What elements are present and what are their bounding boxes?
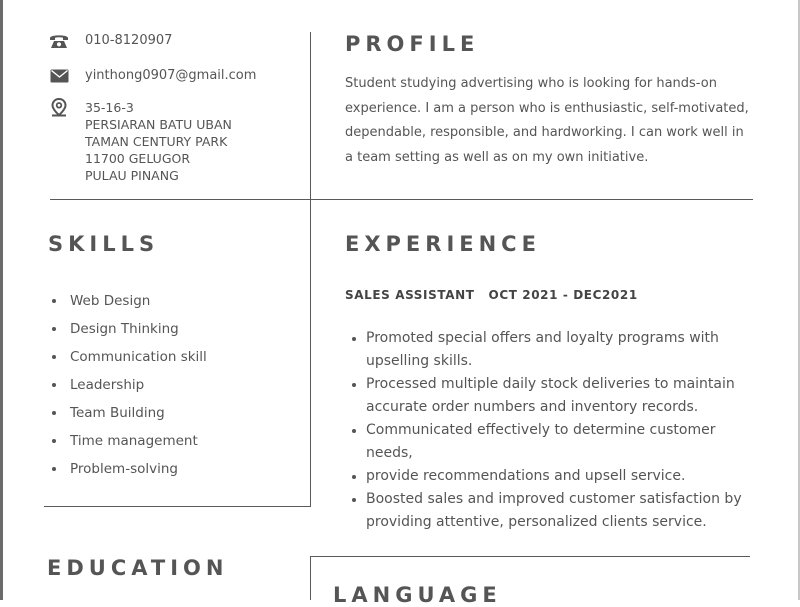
skill-item: [48, 290, 207, 318]
job-period: OCT 2021 - DEC2021: [488, 288, 638, 302]
location-pin-icon: [48, 99, 70, 117]
skill-item: [48, 374, 207, 402]
bullet-dot: [52, 299, 56, 303]
skill-item: [48, 402, 207, 430]
skill-item: [48, 318, 207, 346]
job-title: SALES ASSISTANT: [345, 288, 475, 302]
bullet-dot: [52, 327, 56, 331]
skill-item: [48, 346, 207, 374]
contact-email: [48, 67, 256, 85]
bullet-dot: [352, 498, 356, 502]
column-divider-upper: [310, 32, 311, 506]
duty-item: [352, 327, 762, 373]
column-divider-lower: [310, 556, 311, 600]
contact-phone: [48, 32, 172, 50]
skill-label: Problem-solving: [70, 461, 178, 477]
email-address: yinthong0907@gmail.com: [85, 68, 257, 83]
bullet-dot: [52, 383, 56, 387]
divider-below-contact: [50, 199, 753, 200]
duties-list: [352, 327, 762, 534]
duty-text: Promoted special offers and loyalty programs with upselling skills.: [366, 330, 719, 369]
page-edge-left: [0, 0, 3, 600]
job-header: [345, 288, 638, 302]
profile-summary: Student studying advertising who is looking for hands-on experience. I am a person who is enthusiastic, self-motivated, dependable, responsible, and hardworking. I can work well in a team setting as well as on my own initiative.: [345, 76, 749, 165]
bullet-dot: [52, 355, 56, 359]
duty-item: [352, 488, 762, 534]
address-line: 35-16-3: [85, 100, 134, 115]
duty-text: Boosted sales and improved customer satisfaction by providing attentive, personalized clients service.: [366, 491, 742, 530]
skill-item: [48, 458, 207, 486]
bullet-dot: [52, 411, 56, 415]
address-line: TAMAN CENTURY PARK: [85, 134, 228, 149]
bullet-dot: [52, 467, 56, 471]
divider-below-skills: [44, 506, 311, 507]
phone-number: 010-8120907: [85, 33, 173, 48]
education-heading: EDUCATION: [47, 556, 229, 580]
skill-label: Leadership: [70, 377, 145, 393]
divider-below-experience: [311, 556, 750, 557]
skill-label: Team Building: [70, 405, 165, 421]
duty-text: Processed multiple daily stock deliveries to maintain accurate order numbers and inventory records.: [366, 376, 735, 415]
skill-label: Web Design: [70, 293, 151, 309]
skill-label: Design Thinking: [70, 321, 179, 337]
duty-text: provide recommendations and upsell service.: [366, 468, 686, 484]
skill-item: [48, 430, 207, 458]
skills-list: [48, 290, 207, 486]
address-line: PERSIARAN BATU UBAN: [85, 117, 232, 132]
language-heading: LANGUAGE: [333, 583, 502, 607]
duty-text: Communicated effectively to determine customer needs,: [366, 422, 716, 461]
duty-item: [352, 465, 762, 488]
duty-item: [352, 373, 762, 419]
skill-label: Time management: [70, 433, 198, 449]
bullet-dot: [352, 337, 356, 341]
skill-label: Communication skill: [70, 349, 207, 365]
address-block: [85, 99, 232, 184]
duty-item: [352, 419, 762, 465]
phone-icon: [48, 32, 70, 50]
contact-address: [48, 99, 232, 184]
skills-heading: SKILLS: [48, 232, 160, 256]
address-line: PULAU PINANG: [85, 168, 179, 183]
bullet-dot: [352, 383, 356, 387]
address-line: 11700 GELUGOR: [85, 151, 191, 166]
profile-heading: PROFILE: [345, 32, 480, 56]
experience-heading: EXPERIENCE: [345, 232, 541, 256]
bullet-dot: [52, 439, 56, 443]
envelope-icon: [48, 67, 70, 85]
bullet-dot: [352, 475, 356, 479]
bullet-dot: [352, 429, 356, 433]
